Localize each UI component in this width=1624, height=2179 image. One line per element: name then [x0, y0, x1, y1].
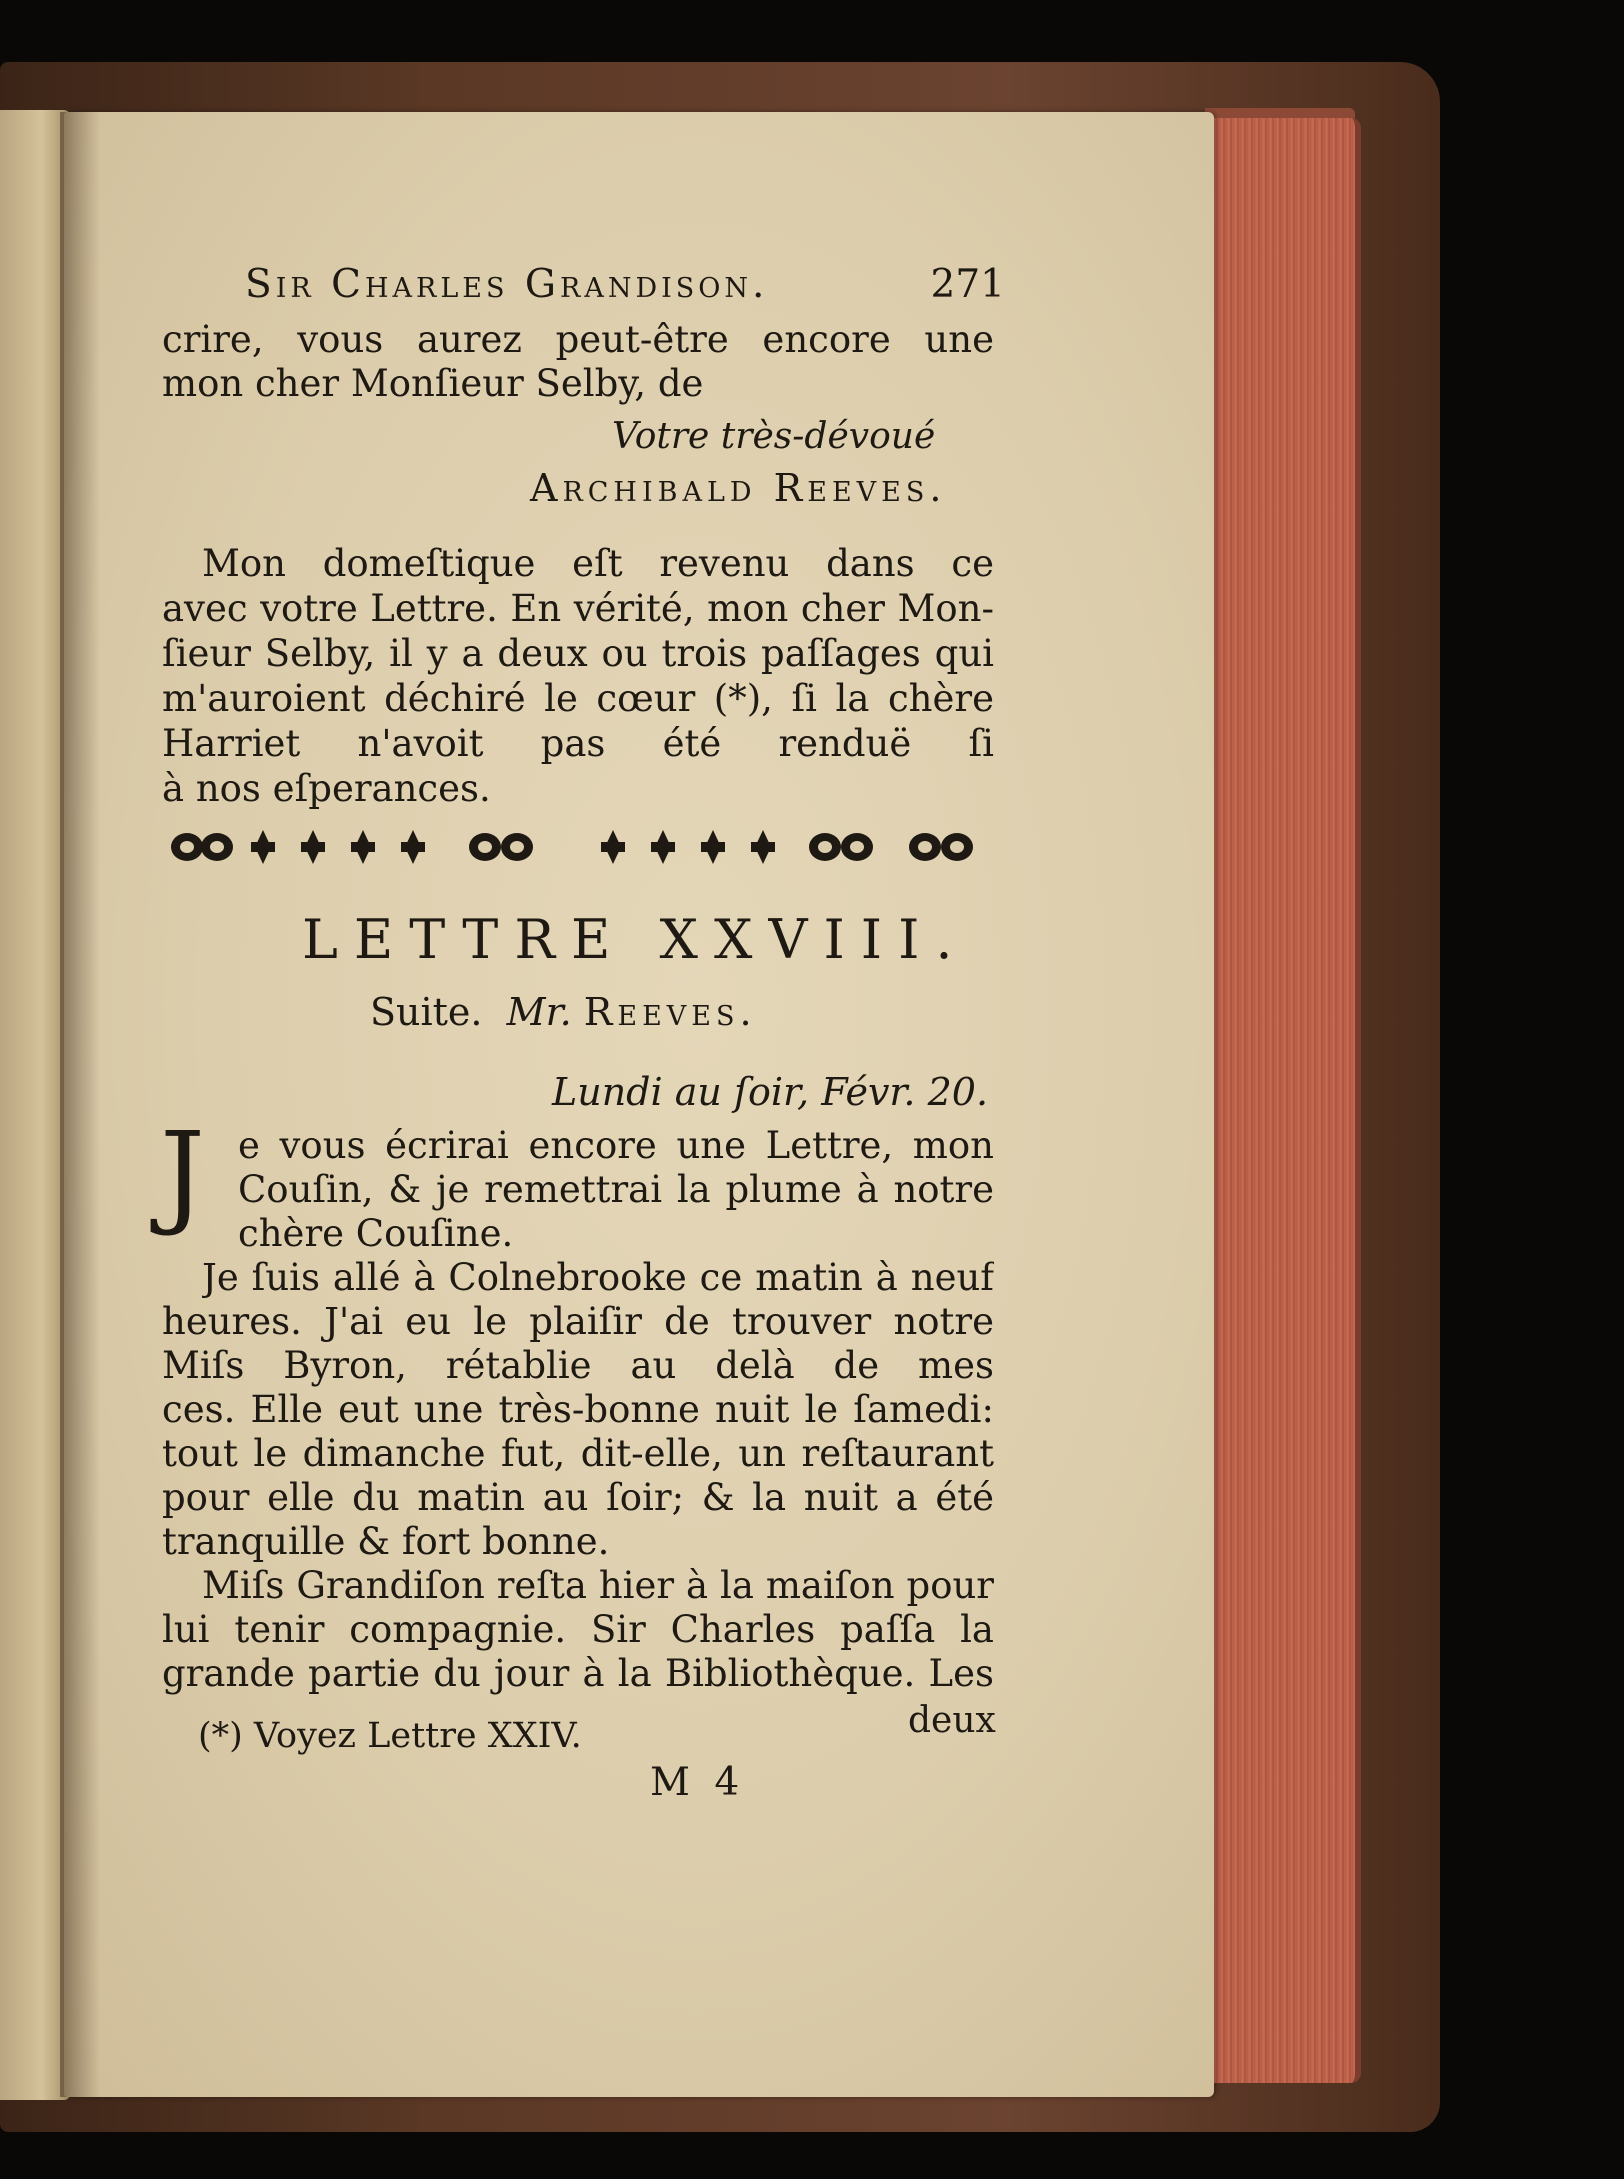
ornament-fleuron: [751, 830, 775, 864]
text-line: chère Couſine.: [238, 1212, 514, 1255]
text-line: Mon domeſtique eſt revenu dans ce: [202, 542, 994, 585]
text-line: à nos eſperances.: [162, 767, 491, 810]
text-line: avec votre Lettre. En vérité, mon cher Mon-: [162, 587, 994, 630]
letter-subtitle: [370, 990, 757, 1034]
text-line: heures. J'ai eu le plaiſir de trouver notre: [162, 1300, 994, 1343]
footnote: (*) Voyez Lettre XXIV.: [198, 1716, 582, 1756]
text-line: ces. Elle eut une très-bonne nuit le ſamedi:: [162, 1388, 994, 1431]
text-line: pour elle du matin au ſoir; & la nuit a été: [162, 1476, 994, 1519]
ornament-scroll: [809, 833, 873, 861]
ornament-fleuron: [301, 830, 325, 864]
text-line: Harriet n'avoit pas été renduë ſi: [162, 722, 994, 765]
ornament-fleuron: [651, 830, 675, 864]
ornament-fleuron: [401, 830, 425, 864]
ornament-fleuron: [251, 830, 275, 864]
text-line: tout le dimanche fut, dit-elle, un reſtaurant: [162, 1432, 994, 1475]
running-head-title: Sir Charles Grandison.: [245, 262, 769, 307]
page-number: 271: [930, 262, 1005, 307]
text-line: e vous écrirai encore une Lettre, mon: [238, 1124, 994, 1167]
ornament-fleuron: [701, 830, 725, 864]
text-line: tranquille & fort bonne.: [162, 1520, 610, 1563]
subtitle-mr: Mr.: [506, 990, 572, 1034]
drop-cap: J: [160, 1109, 205, 1239]
text-line: m'auroient déchiré le cœur (*), ſi la chère: [162, 677, 994, 720]
letter-closing: Votre très-dévoué: [612, 416, 936, 457]
text-line: Couſin, & je remettrai la plume à notre: [238, 1168, 994, 1211]
text-line: Je ſuis allé à Colnebrooke ce matin à neuf: [202, 1256, 994, 1299]
printers-ornament-band: [165, 822, 995, 872]
ornament-scroll: [171, 833, 233, 861]
dateline: Lundi au ſoir, Févr. 20.: [552, 1070, 989, 1114]
letter-signature: Archibald Reeves.: [530, 466, 947, 510]
text-line: grande partie du jour à la Bibliothèque. Les: [162, 1652, 994, 1695]
catchword: deux: [908, 1700, 996, 1741]
letter-title: LETTRE XXVIII.: [302, 908, 969, 971]
text-line: Miſs Byron, rétablie au delà de mes: [162, 1344, 994, 1387]
red-fore-edge: [1205, 118, 1361, 2083]
text-line: mon cher Monſieur Selby, de: [162, 362, 704, 405]
text-line: Miſs Grandiſon reſta hier à la maiſon pour: [202, 1564, 994, 1607]
text-line: ſieur Selby, il y a deux ou trois paſſages qui: [162, 632, 994, 675]
text-line: lui tenir compagnie. Sir Charles paſſa la: [162, 1608, 994, 1651]
running-head: [245, 262, 1005, 307]
gutter-shadow: [60, 112, 100, 2097]
ornament-scroll: [909, 833, 973, 861]
ornament-fleuron: [351, 830, 375, 864]
subtitle-prefix: Suite.: [370, 990, 483, 1034]
signature-mark: M 4: [650, 1760, 746, 1805]
ornament-fleuron: [601, 830, 625, 864]
ornament-scroll: [469, 833, 533, 861]
text-line: crire, vous aurez peut-être encore une: [162, 318, 994, 361]
subtitle-name: Reeves.: [583, 990, 757, 1034]
